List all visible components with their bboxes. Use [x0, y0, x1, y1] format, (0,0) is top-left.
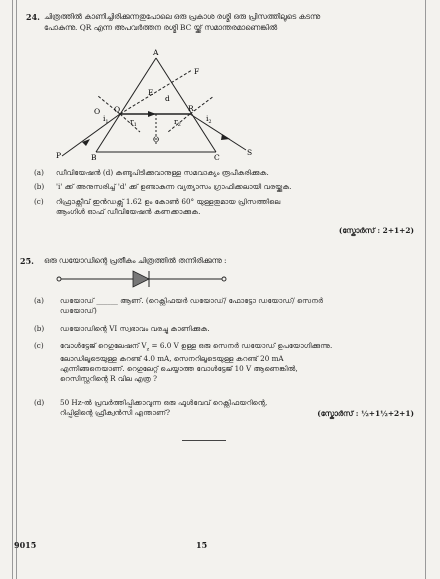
q25-part-d-line2: റിപ്പിളിന്റെ ഫ്രീക്വൻസി എന്താണ്? — [60, 408, 170, 417]
q24-part-b-label: (b) — [34, 182, 45, 191]
label-S: S — [247, 148, 253, 157]
q25-part-c-line4: റെസിസ്റ്ററിന്റെ R വില എത്ര ? — [60, 374, 157, 384]
question-25-text: ഒരു ഡയോഡിന്റെ പ്രതീകം ചിത്രത്തിൽ തന്നിരിക്കുന്നു : — [44, 256, 227, 265]
q24-part-c-text — [56, 197, 416, 217]
question-24-line2: പോകുന്നു. QR എന്ന അപവർത്തന രശ്മി BC യ്ക്ക് സമാന്തരമാണെങ്കിൽ — [44, 22, 278, 32]
q25-part-a-line2: ഡയോഡ്) — [60, 306, 97, 315]
q25-part-c-line3: എന്നിങ്ങനെയാണ്. റെഗുലേറ്റ് ചെയ്യാത്ത വോൾട്ടേജ് 10 V ആണെങ്കിൽ, — [60, 364, 298, 374]
q25-part-d-label: (d) — [34, 398, 45, 407]
question-25-number: 25. — [20, 256, 34, 266]
page-number: 15 — [196, 540, 208, 550]
q25-score: (സ്കോർസ് : ½+1½+2+1) — [317, 409, 414, 418]
label-E: E — [148, 88, 154, 97]
label-P: P — [56, 151, 62, 160]
q24-part-c-line1: റിഫ്രാക്റ്റീവ് ഇൻഡക്സ് 1.62 ഉം കോൺ 60° യുള്ളതുമായ പ്രിസത്തിലെ — [56, 197, 281, 206]
label-i1: $i_1$ — [103, 114, 109, 125]
q25-part-b-label: (b) — [34, 324, 45, 333]
label-A: A — [153, 48, 159, 57]
label-R: R — [188, 104, 194, 113]
diode-symbol-icon — [56, 268, 256, 290]
q25-part-a-label: (a) — [34, 296, 44, 305]
label-r1: $r_1$ — [130, 117, 137, 128]
q24-part-c-line2: ആംഗിൾ ഓഫ് ഡീവിയേഷൻ കണക്കാക്കുക. — [56, 207, 201, 216]
q25-part-a-text — [60, 296, 420, 316]
label-B: B — [91, 153, 97, 162]
question-24-line1: ചിത്രത്തിൽ കാണിച്ചിരിക്കുന്നതുപോലെ ഒരു പ്രകാശ രശ്മി ഒരു പ്രിസത്തിലൂടെ കടന്നു — [44, 12, 321, 21]
label-Q: Q — [114, 105, 121, 114]
q24-part-a-label: (a) — [34, 168, 44, 177]
q24-part-a-text: ഡീവിയേഷൻ (d) കണ്ടുപിടിക്കുവാനുള്ള സമവാക്യം രൂപീകരിക്കുക. — [56, 168, 269, 177]
q25-part-a-line1: ഡയോഡ് ______ ആണ്. (റെക്റ്റിഫയർ ഡയോഡ്/ ഫോട്ടോ ഡയോഡ്/ സെനർ — [60, 296, 324, 305]
label-C: C — [214, 153, 220, 162]
q24-part-c-label: (c) — [34, 197, 44, 206]
label-O-bottom: O — [153, 135, 160, 144]
label-F: F — [194, 67, 200, 76]
end-divider — [182, 440, 226, 441]
label-O-left: O — [94, 107, 101, 116]
label-d: d — [165, 94, 170, 103]
q25-part-c-label: (c) — [34, 341, 44, 350]
q25-part-c-text — [60, 341, 420, 384]
q24-score: (സ്കോർസ് : 2+1+2) — [338, 226, 414, 235]
q24-part-b-text: 'i' ക്ക് അനുസരിച്ച് 'd' ക്ക് ഉണ്ടാകുന്ന വ്യത്യാസം ഗ്രാഫിക്കലായി വരയ്ക്കുക. — [56, 182, 292, 191]
q25-part-c-line1: വോൾട്ടേജ് റെഗുലേഷന് $V_z = 6.0$ V ഉള്ള ഒരു സെനർ ഡയോഡ് ഉപയോഗിക്കുന്നു. — [60, 341, 333, 353]
question-24-number: 24. — [26, 12, 40, 22]
q25-part-b-text: ഡയോഡിന്റെ VI സ്വഭാവം വരച്ചു കാണിക്കുക. — [60, 324, 210, 333]
q25-part-c-line2: ലോഡിലൂടെയുള്ള കറണ്ട് 4.0 mA, സെനറിലൂടെയുള്ള കറണ്ട് 20 mA — [60, 354, 284, 364]
paper-code: 9015 — [14, 540, 37, 550]
q25-part-d-line1: 50 Hz-ൽ പ്രവർത്തിപ്പിക്കാവുന്ന ഒരു ഫുൾവേവ് റെക്റ്റിഫയറിന്റെ, — [60, 398, 268, 407]
label-i2: $i_2$ — [206, 114, 212, 125]
label-r2: $r_2$ — [174, 117, 181, 128]
